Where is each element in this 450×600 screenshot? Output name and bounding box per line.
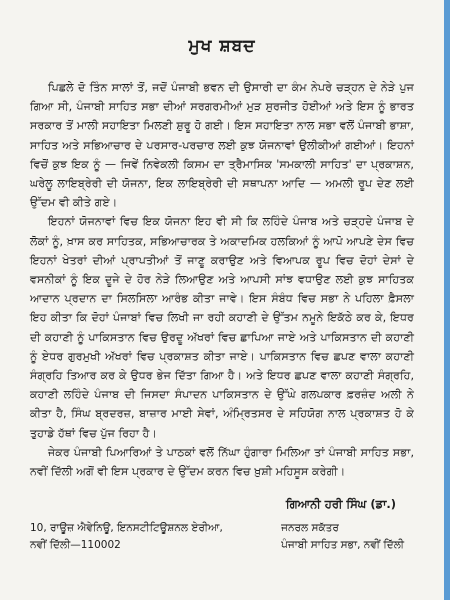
organization-name: ਪੰਜਾਬੀ ਸਾਹਿਤ ਸਭਾ, ਨਵੀਂ ਦਿੱਲੀ — [281, 539, 404, 552]
paragraph-2: ਇਹਨਾਂ ਯੋਜਨਾਵਾਂ ਵਿਚ ਇਕ ਯੋਜਨਾ ਇਹ ਵੀ ਸੀ ਕਿ ਲਹਿੰਦੇ ਪੰਜਾਬ ਅਤੇ ਚੜ੍ਹਦੇ ਪੰਜਾਬ ਦੇ ਲੋਕਾਂ ਨੂੰ, ਖ਼ਾਸ ਕਰ ਸਾਹਿਤਕ, ਸਭਿਆਚਾਰਕ ਤੇ ਅਕਾਦਮਿਕ ਹਲਕਿਆਂ ਨੂੰ ਆਪੋ ਆਪਣੇ ਦੇਸ ਵਿਚ ਇਹਨਾਂ ਖੇਤਰਾਂ ਦੀਆਂ ਪ੍ਰਾਪਤੀਆਂ ਤੋਂ ਜਾਣੂ ਕਰਾਉਣ ਅਤੇ ਵਿਆਪਕ ਰੂਪ ਵਿਚ ਦੋਹਾਂ ਦੇਸਾਂ ਦੇ ਵਸਨੀਕਾਂ ਨੂੰ ਇਕ ਦੂਜੇ ਦੇ ਹੋਰ ਨੇੜੇ ਲਿਆਉਣ ਅਤੇ ਆਪਸੀ ਸਾਂਝ ਵਧਾਉਣ ਲਈ ਕੁਝ ਸਾਹਿਤਕ ਆਦਾਨ ਪ੍ਰਦਾਨ ਦਾ ਸਿਲਸਿਲਾ ਆਰੰਭ ਕੀਤਾ ਜਾਵੇ। ਇਸ ਸੰਬੰਧ ਵਿਚ ਸਭਾ ਨੇ ਪਹਿਲਾ ਫ਼ੈਸਲਾ ਇਹ ਕੀਤਾ ਕਿ ਦੋਹਾਂ ਪੰਜਾਬਾਂ ਵਿਚ ਲਿਖੀ ਜਾ ਰਹੀ ਕਹਾਣੀ ਦੇ ਉੱਤਮ ਨਮੂਨੇ ਇਕੱਠੇ ਕਰ ਕੇ, ਇਧਰ ਦੀ ਕਹਾਣੀ ਨੂੰ ਪਾਕਿਸਤਾਨ ਵਿਚ ਉਰਦੂ ਅੱਖਰਾਂ ਵਿਚ ਛਾਪਿਆ ਜਾਏ ਅਤੇ ਪਾਕਿਸਤਾਨ ਦੀ ਕਹਾਣੀ ਨੂੰ ਏਧਰ ਗੁਰਮੁਖੀ ਅੱਖਰਾਂ ਵਿਚ ਪ੍ਰਕਾਸ਼ਤ ਕੀਤਾ ਜਾਏ। ਪਾਕਿਸਤਾਨ ਵਿਚ ਛਪਣ ਵਾਲਾ ਕਹਾਣੀ ਸੰਗ੍ਰਹਿ ਤਿਆਰ ਕਰ ਕੇ ਉਧਰ ਭੇਜ ਦਿੱਤਾ ਗਿਆ ਹੈ। ਅਤੇ ਇਧਰ ਛਪਣ ਵਾਲਾ ਕਹਾਣੀ ਸੰਗ੍ਰਹਿ, ਕਹਾਣੀ ਲਹਿੰਦੇ ਪੰਜਾਬ ਦੀ ਜਿਸਦਾ ਸੰਪਾਦਨ ਪਾਕਿਸਤਾਨ ਦੇ ਉੱਘੇ ਗਲਪਕਾਰ ਫ਼ਰਜ਼ੰਦ ਅਲੀ ਨੇ ਕੀਤਾ ਹੈ, ਸਿੰਘ ਬ੍ਰਦਰਜ਼, ਬਾਜ਼ਾਰ ਮਾਈ ਸੇਵਾਂ, ਅੰਮ੍ਰਿਤਸਰ ਦੇ ਸਹਿਯੋਗ ਨਾਲ ਪ੍ਰਕਾਸ਼ਤ ਹੋ ਕੇ ਤੁਹਾਡੇ ਹੱਥਾਂ ਵਿਚ ਪੁੱਜ ਰਿਹਾ ਹੈ। — [30, 215, 414, 440]
paragraph-3: ਜੇਕਰ ਪੰਜਾਬੀ ਪਿਆਰਿਆਂ ਤੇ ਪਾਠਕਾਂ ਵਲੋਂ ਨਿੱਘਾ ਹੁੰਗਾਰਾ ਮਿਲਿਆ ਤਾਂ ਪੰਜਾਬੀ ਸਾਹਿਤ ਸਭਾ, ਨਵੀਂ ਦਿੱਲੀ ਅਗੋਂ ਵੀ ਇਸ ਪ੍ਰਕਾਰ ਦੇ ਉੱਦਮ ਕਰਨ ਵਿਚ ਖ਼ੁਸ਼ੀ ਮਹਿਸੂਸ ਕਰੇਗੀ। — [30, 445, 414, 479]
paragraph-1: ਪਿਛਲੇ ਦੋ ਤਿੰਨ ਸਾਲਾਂ ਤੋਂ, ਜਦੋਂ ਪੰਜਾਬੀ ਭਵਨ ਦੀ ਉਸਾਰੀ ਦਾ ਕੰਮ ਨੇਪਰੇ ਚੜ੍ਹਨ ਦੇ ਨੇੜੇ ਪੁਜ ਗਿਆ ਸੀ, ਪੰਜਾਬੀ ਸਾਹਿਤ ਸਭਾ ਦੀਆਂ ਸਰਗਰਮੀਆਂ ਮੁੜ ਸੁਰਜੀਤ ਹੋਈਆਂ ਅਤੇ ਇਸ ਨੂੰ ਭਾਰਤ ਸਰਕਾਰ ਤੋਂ ਮਾਲੀ ਸਹਾਇਤਾ ਮਿਲਣੀ ਸ਼ੁਰੂ ਹੋ ਗਈ। ਇਸ ਸਹਾਇਤਾ ਨਾਲ ਸਭਾ ਵਲੋਂ ਪੰਜਾਬੀ ਭਾਸ਼ਾ, ਸਾਹਿਤ ਅਤੇ ਸਭਿਆਚਾਰ ਦੇ ਪਰਸਾਰ-ਪਰਚਾਰ ਲਈ ਕੁਝ ਯੋਜਨਾਵਾਂ ਉਲੀਕੀਆਂ ਗਈਆਂ। ਇਹਨਾਂ ਵਿਚੋਂ ਕੁਝ ਇਕ ਨੂੰ — ਜਿਵੇਂ ਨਿਵੇਕਲੀ ਕਿਸਮ ਦਾ ਤ੍ਰੈਮਾਸਿਕ 'ਸਮਕਾਲੀ ਸਾਹਿਤ' ਦਾ ਪ੍ਰਕਾਸ਼ਨ, ਘਰੇਲੂ ਲਾਇਬ੍ਰੇਰੀ ਦੀ ਯੋਜਨਾ, ਇਕ ਲਾਇਬ੍ਰੇਰੀ ਦੀ ਸਥਾਪਨਾ ਆਦਿ — ਅਮਲੀ ਰੂਪ ਦੇਣ ਲਈ ਉੱਦਮ ਵੀ ਕੀਤੇ ਗਏ। — [30, 81, 414, 210]
footer — [30, 520, 414, 554]
address-line-2: ਨਵੀਂ ਦਿੱਲੀ—110002 — [30, 539, 121, 552]
author-role-block — [281, 520, 414, 554]
address-line-1: 10, ਰਾਊਜ਼ ਐਵੇਨਿਊ, ਇਨਸਟੀਟਿਊਸ਼ਨਲ ਏਰੀਆ, — [30, 522, 223, 535]
author-signature: ਗਿਆਨੀ ਹਰੀ ਸਿੰਘ (ਡਾ.) — [285, 497, 396, 512]
author-role: ਜਨਰਲ ਸਕੱਤਰ — [281, 522, 339, 535]
address-block — [30, 520, 223, 554]
page-title: ਮੁਖ ਸ਼ਬਦ — [188, 36, 256, 56]
